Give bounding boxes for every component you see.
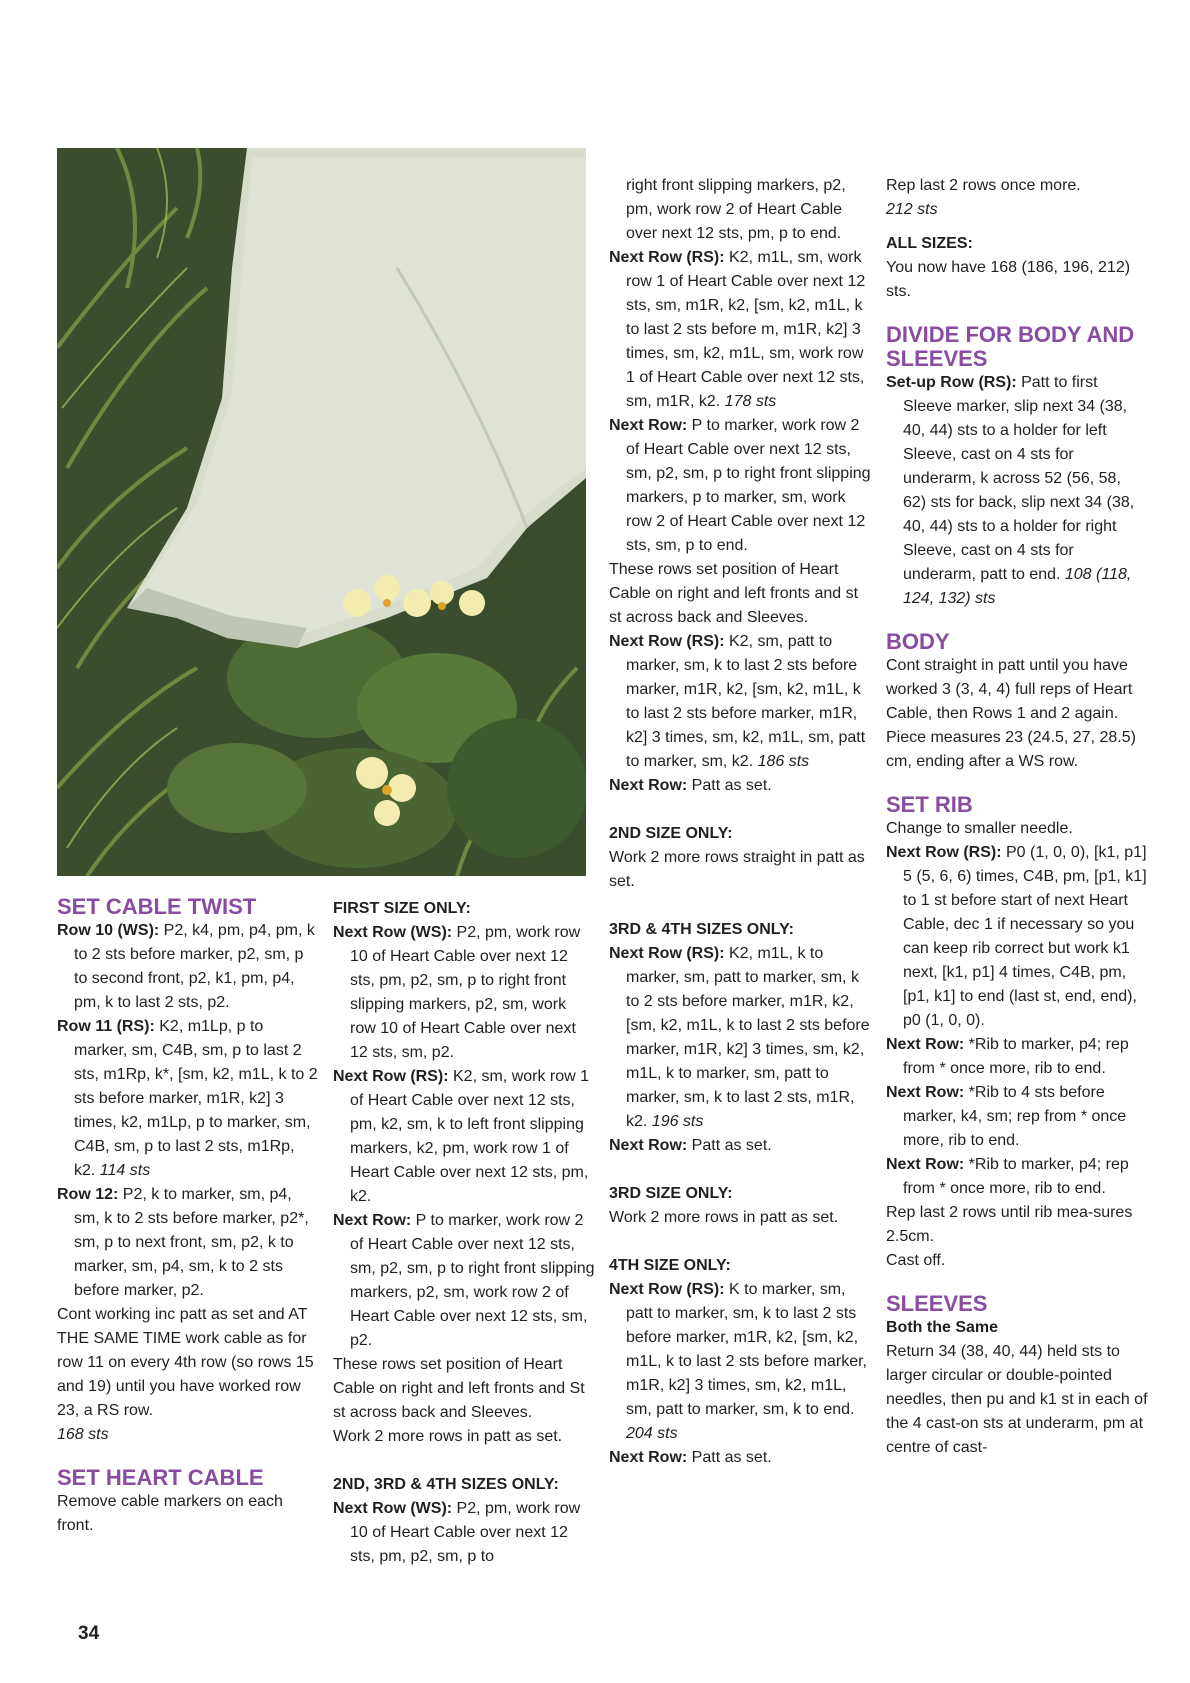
row-text: K2, m1L, sm, work row 1 of Heart Cable over next 12 sts, sm, m1R, k2, [sm, k2, m1L, k to last 2 sts before m, m1R, k2] 3 times, sm, k2, m1L, sm, work row 1 of Heart Cable over next 12 sts, sm, m1R, k2. [626,249,866,410]
row-label: Next Row: [609,777,688,794]
row-text: Change to smaller needle. [886,820,1073,837]
row-label: Next Row (RS): [609,633,725,650]
paragraph [886,1249,1148,1273]
section-heading: DIVIDE FOR BODY AND SLEEVES [886,322,1135,371]
instruction-row [333,1209,595,1353]
row-text: K2, m1Lp, p to marker, sm, C4B, sm, p to last 2 sts, m1Rp, k*, [sm, k2, m1L, k to 2 sts before marker, m1R, k2] 3 times, k2, m1Lp, p to marker, sm, C4B, sm, p to last 2 sts, m1Rp, k2. [74,1018,318,1179]
column-4 [886,174,1148,1460]
row-text: P2, k4, pm, p4, pm, k to 2 sts before marker, p2, sm, p to second front, p2, k1, pm, p4, pm, k to last 2 sts, p2. [74,922,315,1011]
section-heading: SET HEART CABLE [57,1465,264,1490]
size-subheading: FIRST SIZE ONLY: [333,900,471,917]
paragraph [886,174,1148,198]
size-subheading: Both the Same [886,1319,999,1336]
instruction-row [609,174,871,246]
row-label: Next Row: [609,1449,688,1466]
row-label: Next Row: [886,1084,965,1101]
instruction-row [609,630,871,774]
instruction-row [886,1153,1148,1201]
row-text: These rows set position of Heart Cable on right and left fronts and st st across back and Sleeves. [609,561,859,626]
row-text: Return 34 (38, 40, 44) held sts to larger circular or double-pointed needles, then pu and k1 st in each of the 4 cast-on sts at underarm, pm at centre of cast- [886,1343,1148,1456]
row-label: Row 12: [57,1186,119,1203]
paragraph [609,558,871,630]
instruction-row [57,1015,319,1183]
paragraph [609,846,871,894]
paragraph [886,1340,1148,1460]
row-text: Patt as set. [687,777,772,794]
instruction-row [609,1446,871,1470]
stitch-count: 168 sts [57,1426,109,1443]
row-text: P2, pm, work row 10 of Heart Cable over next 12 sts, pm, p2, sm, p to [350,1500,581,1565]
row-text: Piece measures 23 (24.5, 27, 28.5) cm, ending after a WS row. [886,729,1136,770]
row-label: Next Row (WS): [333,924,453,941]
paragraph [57,1423,319,1447]
paragraph [886,654,1148,726]
row-text: P0 (1, 0, 0), [k1, p1] 5 (5, 6, 6) times, C4B, pm, [p1, k1] to 1 st before start of next Heart Cable, dec 1 if necessary so you can keep rib correct but work k1 next, [k1, p1] 4 times, C4B, pm, [p1, k1] to end (last st, end, end), p0 (1, 0, 0). [903,844,1147,1029]
instruction-row [609,774,871,798]
stitch-count: 114 sts [95,1162,151,1179]
row-text: Rep last 2 rows until rib mea-sures 2.5cm. [886,1204,1133,1245]
row-label: Row 10 (WS): [57,922,160,939]
row-text: These rows set position of Heart Cable on right and left fronts and St st across back and Sleeves. [333,1356,585,1421]
instruction-row [333,1497,595,1569]
paragraph [886,1201,1148,1249]
row-text: Cont working inc patt as set and AT THE SAME TIME work cable as for row 11 on every 4th row (so rows 15 and 19) until you have worked row 23, a RS row. [57,1306,314,1419]
instruction-row [57,1183,319,1303]
row-label: Next Row: [886,1036,965,1053]
instruction-row [609,942,871,1134]
instruction-row [886,371,1148,611]
row-text: P to marker, work row 2 of Heart Cable over next 12 sts, sm, p2, sm, p to right front slipping markers, p to marker, sm, work row 2 of Heart Cable over next 12 sts, sm, p to end. [626,417,871,554]
instruction-row [609,246,871,414]
paragraph [886,256,1148,304]
stitch-count: 186 sts [753,753,810,770]
row-label: Next Row: [886,1156,965,1173]
row-text: Work 2 more rows straight in patt as set. [609,849,865,890]
row-label: Next Row: [609,417,688,434]
stitch-count: 196 sts [647,1113,704,1130]
paragraph [57,1490,319,1538]
instruction-row [57,919,319,1015]
sweater-photo [57,148,586,876]
section-heading: SLEEVES [886,1291,988,1316]
row-label: Next Row (RS): [609,1281,725,1298]
instruction-row [886,1081,1148,1153]
size-subheading: 2ND, 3RD & 4TH SIZES ONLY: [333,1476,559,1493]
row-text: K2, sm, work row 1 of Heart Cable over next 12 sts, pm, k2, sm, k to left front slipping markers, k2, pm, work row 1 of Heart Cable over next 12 sts, pm, k2. [350,1068,590,1205]
stitch-count: 178 sts [720,393,777,410]
instruction-row [886,841,1148,1033]
row-text: K to marker, sm, patt to marker, sm, k to last 2 sts before marker, m1R, k2, [sm, k2, m1L, k to last 2 sts before marker, m1R, k2] 3 times, sm, k2, m1L, sm, patt to marker, sm, k to end. [626,1281,867,1418]
stitch-count: 212 sts [886,201,938,218]
stitch-count: 108 (118, 124, 132) sts [903,566,1132,607]
size-subheading: 3RD SIZE ONLY: [609,1185,733,1202]
row-label: Row 11 (RS): [57,1018,155,1035]
section-heading: SET CABLE TWIST [57,894,257,919]
row-text: Work 2 more rows in patt as set. [333,1428,563,1445]
paragraph [886,726,1148,774]
row-text: Cont straight in patt until you have worked 3 (3, 4, 4) full reps of Heart Cable, then Rows 1 and 2 again. [886,657,1133,722]
paragraph [57,1303,319,1423]
row-text: K2, sm, patt to marker, sm, k to last 2 sts before marker, m1R, k2, [sm, k2, m1L, k to last 2 sts before marker, m1R, k2] 3 times, sm, k2, m1L, sm, patt to marker, sm, k2. [626,633,866,770]
row-label: Next Row: [609,1137,688,1154]
instruction-row [609,1278,871,1446]
stitch-count: 204 sts [626,1425,678,1442]
row-text: right front slipping markers, p2, pm, work row 2 of Heart Cable over next 12 sts, pm, p to end. [626,177,846,242]
column-3 [609,174,871,1470]
paragraph [333,1425,595,1449]
paragraph [886,817,1148,841]
row-text: Remove cable markers on each front. [57,1493,283,1534]
size-subheading: 4TH SIZE ONLY: [609,1257,731,1274]
column-1 [57,895,319,1538]
row-label: Next Row (RS): [609,249,725,266]
instruction-row [609,1134,871,1158]
instruction-row [333,1065,595,1209]
row-text: *Rib to marker, p4; rep from * once more, rib to end. [903,1156,1129,1197]
section-heading: SET RIB [886,792,973,817]
paragraph [333,1353,595,1425]
row-label: Next Row: [333,1212,412,1229]
row-label: Next Row (RS): [609,945,725,962]
row-text: *Rib to marker, p4; rep from * once more, rib to end. [903,1036,1129,1077]
row-text: *Rib to 4 sts before marker, k4, sm; rep from * once more, rib to end. [903,1084,1127,1149]
page-number: 34 [78,1623,100,1644]
row-text: Patt as set. [687,1449,772,1466]
row-label: Next Row (RS): [886,844,1002,861]
row-text: Cast off. [886,1252,946,1269]
column-2 [333,897,595,1569]
row-text: K2, m1L, k to marker, sm, patt to marker, sm, k to 2 sts before marker, m1R, k2, [sm, k2, m1L, k to last 2 sts before marker, m1R, k2] 3 times, sm, k2, m1L, k to marker, sm, patt to marker, sm, k to last 2 sts, m1R, k2. [626,945,870,1130]
row-text: Rep last 2 rows once more. [886,177,1081,194]
row-text: You now have 168 (186, 196, 212) sts. [886,259,1131,300]
row-text: P to marker, work row 2 of Heart Cable over next 12 sts, sm, p2, sm, p to right front slipping markers, p2, sm, work row 2 of Heart Cable over next 12 sts, sm, p2. [350,1212,595,1349]
size-subheading: 2ND SIZE ONLY: [609,825,733,842]
size-subheading: ALL SIZES: [886,235,973,252]
row-text: P2, k to marker, sm, p4, sm, k to 2 sts before marker, p2*, sm, p to next front, sm, p2, k to marker, sm, p4, sm, k to 2 sts before marker, p2. [74,1186,309,1299]
paragraph [609,1206,871,1230]
row-text: Patt as set. [687,1137,772,1154]
row-label: Next Row (RS): [333,1068,449,1085]
row-label: Next Row (WS): [333,1500,453,1517]
paragraph [886,198,1148,222]
row-label: Set-up Row (RS): [886,374,1017,391]
size-subheading: 3RD & 4TH SIZES ONLY: [609,921,794,938]
instruction-row [886,1033,1148,1081]
instruction-row [609,414,871,558]
section-heading: BODY [886,629,950,654]
row-text: Work 2 more rows in patt as set. [609,1209,839,1226]
row-text: P2, pm, work row 10 of Heart Cable over next 12 sts, pm, p2, sm, p to right front slipping markers, p2, sm, work row 10 of Heart Cable over next 12 sts, sm, p2. [350,924,581,1061]
instruction-row [333,921,595,1065]
row-text: Patt to first Sleeve marker, slip next 34 (38, 40, 44) sts to a holder for left Sleeve, cast on 4 sts for underarm, k across 52 (56, 58, 62) sts for back, slip next 34 (38, 40, 44) sts to a holder for right Sleeve, cast on 4 sts for underarm, patt to end. [903,374,1135,583]
